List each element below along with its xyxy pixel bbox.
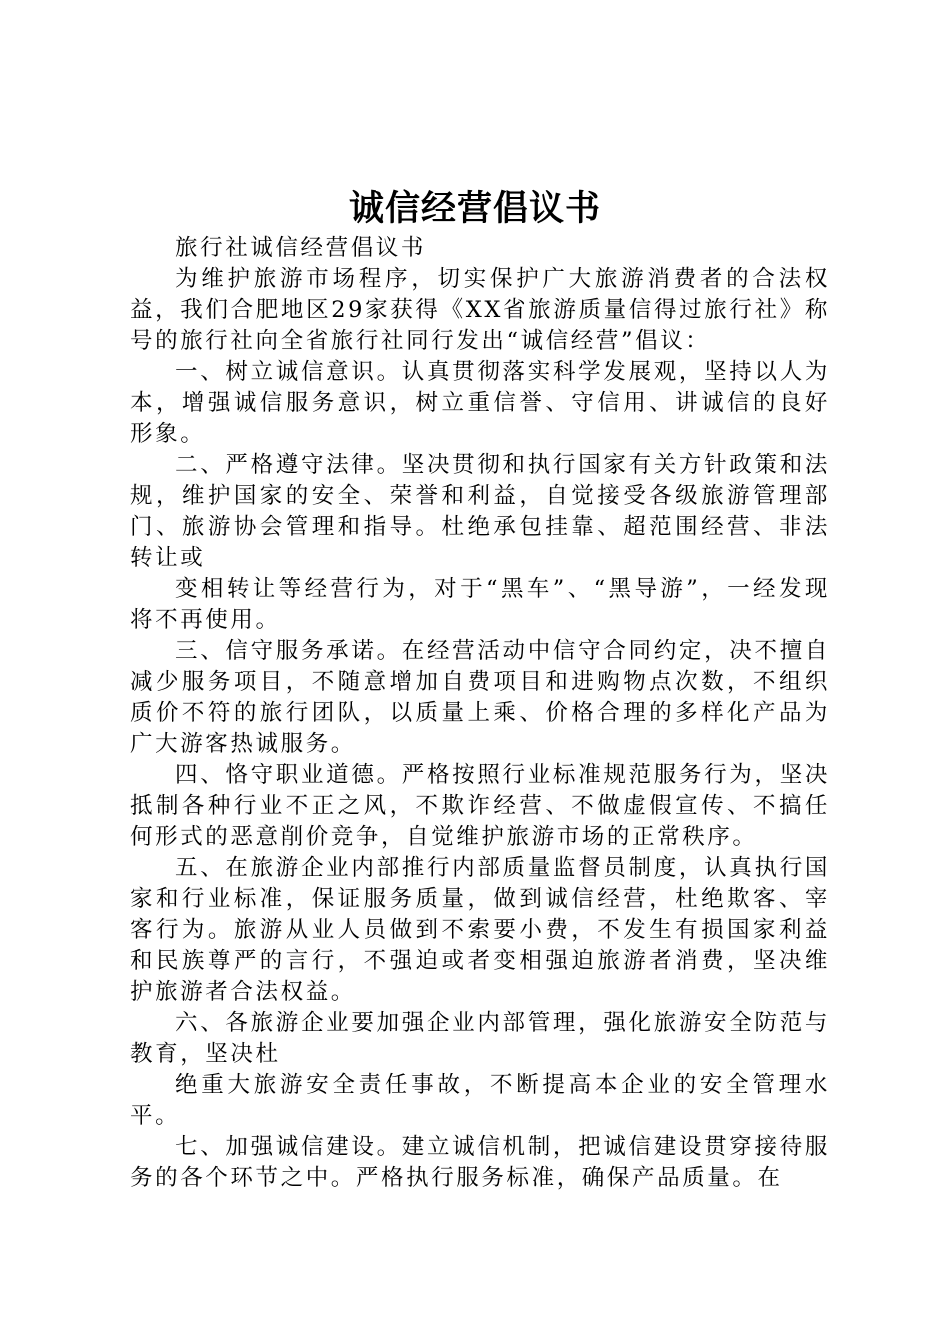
paragraph-item-1: 一、树立诚信意识。认真贯彻落实科学发展观，坚持以人为本，增强诚信服务意识，树立重信誉、守信用、讲诚信的良好形象。 bbox=[130, 359, 830, 447]
paragraph-item-2: 二、严格遵守法律。坚决贯彻和执行国家有关方针政策和法规，维护国家的安全、荣誉和利益，自觉接受各级旅游管理部门、旅游协会管理和指导。杜绝承包挂靠、超范围经营、非法转让或 bbox=[130, 452, 830, 571]
paragraph-item-6: 六、各旅游企业要加强企业内部管理，强化旅游安全防范与教育，坚决杜 bbox=[130, 1010, 830, 1067]
paragraph-item-6-continued: 绝重大旅游安全责任事故，不断提高本企业的安全管理水平。 bbox=[130, 1072, 830, 1129]
paragraph-item-2-continued: 变相转让等经营行为，对于“黑车”、“黑导游”，一经发现将不再使用。 bbox=[130, 576, 830, 633]
paragraph-subtitle: 旅行社诚信经营倡议书 bbox=[175, 235, 427, 261]
paragraph-item-5: 五、在旅游企业内部推行内部质量监督员制度，认真执行国家和行业标准，保证服务质量，做到诚信经营，杜绝欺客、宰客行为。旅游从业人员做到不索要小费，不发生有损国家利益和民族尊严的言行，不强迫或者变相强迫旅游者消费，坚决维护旅游者合法权益。 bbox=[130, 855, 830, 1005]
paragraph-intro: 为维护旅游市场程序，切实保护广大旅游消费者的合法权益，我们合肥地区29家获得《XX省旅游质量信得过旅行社》称号的旅行社向全省旅行社同行发出“诚信经营”倡议： bbox=[130, 266, 830, 354]
document-body bbox=[130, 233, 830, 1194]
document-title: 诚信经营倡议书 bbox=[348, 188, 601, 229]
paragraph-item-4: 四、恪守职业道德。严格按照行业标准规范服务行为，坚决抵制各种行业不正之风，不欺诈经营、不做虚假宣传、不搞任何形式的恶意削价竞争，自觉维护旅游市场的正常秩序。 bbox=[130, 762, 830, 850]
paragraph-item-3: 三、信守服务承诺。在经营活动中信守合同约定，决不擅自减少服务项目，不随意增加自费项目和进购物点次数，不组织质价不符的旅行团队，以质量上乘、价格合理的多样化产品为广大游客热诚服务。 bbox=[130, 638, 830, 757]
paragraph-item-7: 七、加强诚信建设。建立诚信机制，把诚信建设贯穿接待服务的各个环节之中。严格执行服务标准，确保产品质量。在 bbox=[130, 1134, 830, 1191]
